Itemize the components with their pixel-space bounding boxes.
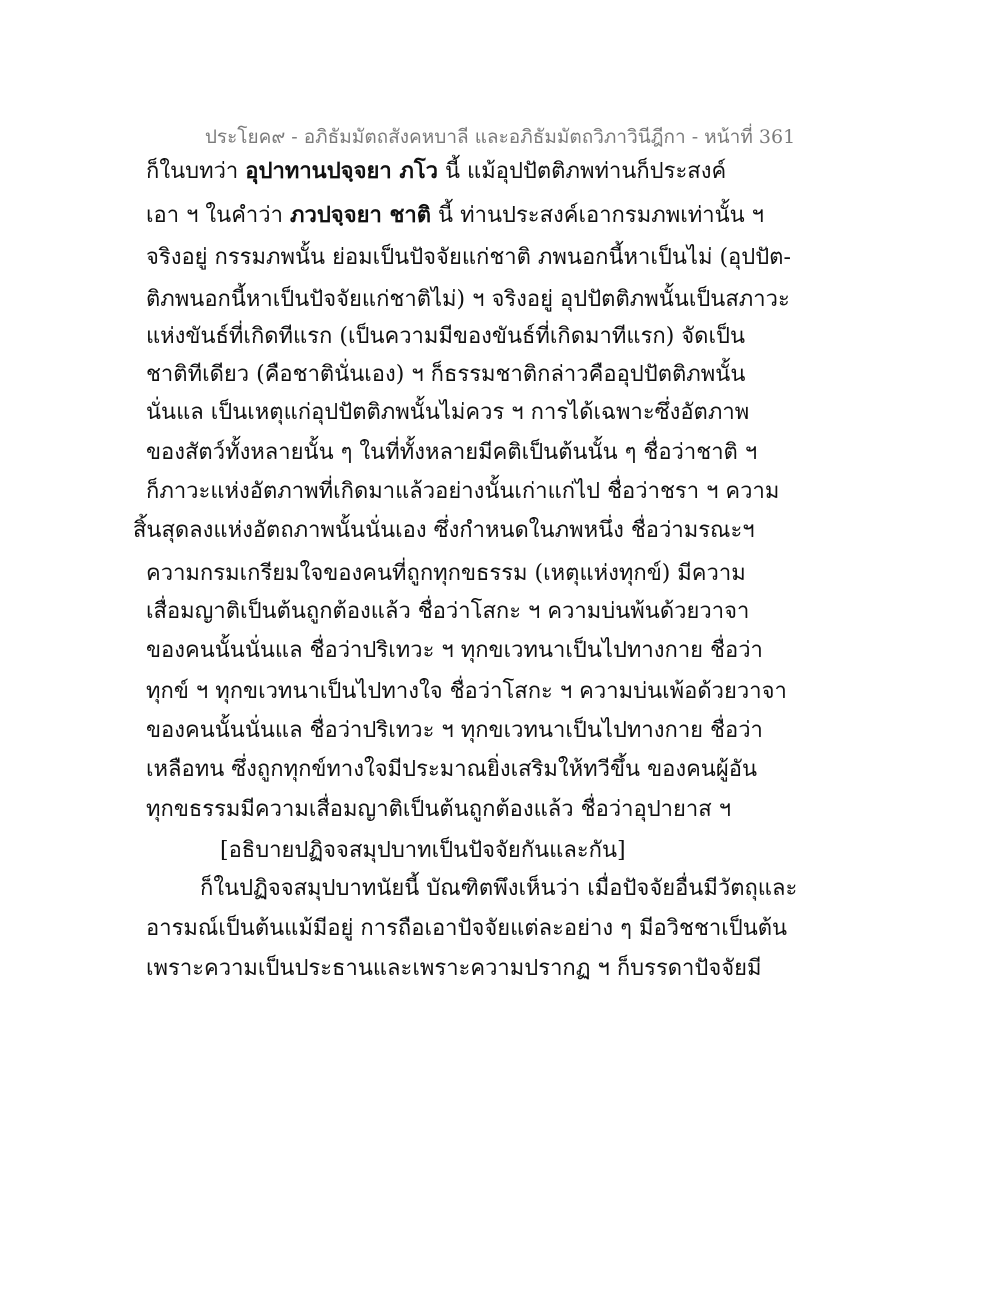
text-line-20: เพราะความเป็นประธานและเพราะความปรากฏ ฯ ก็บรรดาปัจจัยมี — [146, 956, 762, 981]
text-line-17: ทุกขธรรมมีความเสื่อมญาติเป็นต้นถูกต้องแล้ว ชื่อว่าอุปายาส ฯ — [146, 797, 732, 822]
text-line-8: ของสัตว์ทั้งหลายนั้น ๆ ในที่ทั้งหลายมีคติเป็นต้นนั้น ๆ ชื่อว่าชาติ ฯ — [146, 440, 758, 465]
text-line-6: ชาติทีเดียว (คือชาตินั่นเอง) ฯ ก็ธรรมชาติกล่าวคืออุปปัตติภพนั้น — [146, 362, 746, 387]
text-line-11: ความกรมเกรียมใจของคนที่ถูกทุกขธรรม (เหตุแห่งทุกข์) มีความ — [146, 561, 746, 586]
text-line-9: ก็ภาวะแห่งอัตภาพที่เกิดมาแล้วอย่างนั้นเก่าแก่ไป ชื่อว่าชรา ฯ ความ — [146, 479, 780, 504]
text-line-1 — [146, 156, 726, 187]
text-run: ก็ในบทว่า — [146, 159, 246, 184]
text-line-18: ก็ในปฏิจจสมุปบาทนัยนี้ บัณฑิตพึงเห็นว่า เมื่อปัจจัยอื่นมีวัตถุและ — [200, 876, 798, 901]
text-line-4: ติภพนอกนี้หาเป็นปัจจัยแก่ชาติไม่) ฯ จริงอยู่ อุปปัตติภพนั้นเป็นสภาวะ — [146, 287, 790, 312]
text-line-15: ของคนนั้นนั่นแล ชื่อว่าปริเทวะ ฯ ทุกขเวทนาเป็นไปทางกาย ชื่อว่า — [146, 718, 763, 743]
text-line-3: จริงอยู่ กรรมภพนั้น ย่อมเป็นปัจจัยแก่ชาติ ภพนอกนี้หาเป็นไม่ (อุปปัต- — [146, 245, 791, 270]
text-line-14: ทุกข์ ฯ ทุกขเวทนาเป็นไปทางใจ ชื่อว่าโสกะ ฯ ความบ่นเพ้อด้วยวาจา — [146, 679, 787, 704]
section-heading: [อธิบายปฏิจจสมุปบาทเป็นปัจจัยกันและกัน] — [220, 838, 626, 863]
text-run: เอา ฯ ในคำว่า — [146, 203, 290, 228]
text-line-2 — [146, 200, 764, 231]
page-header: ประโยค๙ - อภิธัมมัตถสังคหบาลี และอภิธัมมัตถวิภาวินีฎีกา - หน้าที่ 361 — [204, 126, 796, 148]
text-line-16: เหลือทน ซึ่งถูกทุกข์ทางใจมีประมาณยิ่งเสริมให้ทวีขึ้น ของคนผู้อัน — [146, 757, 757, 782]
text-line-7: นั่นแล เป็นเหตุแก่อุปปัตติภพนั้นไม่ควร ฯ การได้เฉพาะซึ่งอัตภาพ — [146, 400, 750, 425]
pali-term-bold: ภวปจฺจยา ชาติ — [289, 202, 432, 228]
text-run: นี้ ท่านประสงค์เอากรมภพเท่านั้น ฯ — [431, 203, 764, 228]
text-line-5: แห่งขันธ์ที่เกิดทีแรก (เป็นความมีของขันธ์ที่เกิดมาทีแรก) จัดเป็น — [146, 324, 745, 349]
text-line-13: ของคนนั้นนั่นแล ชื่อว่าปริเทวะ ฯ ทุกขเวทนาเป็นไปทางกาย ชื่อว่า — [146, 638, 763, 663]
pali-term-bold: อุปาทานปจฺจยา ภโว — [245, 158, 439, 184]
text-line-10: สิ้นสุดลงแห่งอัตถภาพนั้นนั่นเอง ซึ่งกำหนดในภพหนึ่ง ชื่อว่ามรณะฯ — [133, 518, 755, 543]
text-run: นี้ แม้อุปปัตติภพท่านก็ประสงค์ — [438, 159, 727, 184]
text-line-12: เสื่อมญาติเป็นต้นถูกต้องแล้ว ชื่อว่าโสกะ ฯ ความบ่นพ้นด้วยวาจา — [146, 599, 750, 624]
text-line-19: อารมณ์เป็นต้นแม้มีอยู่ การถือเอาปัจจัยแต่ละอย่าง ๆ มีอวิชชาเป็นต้น — [146, 916, 788, 941]
